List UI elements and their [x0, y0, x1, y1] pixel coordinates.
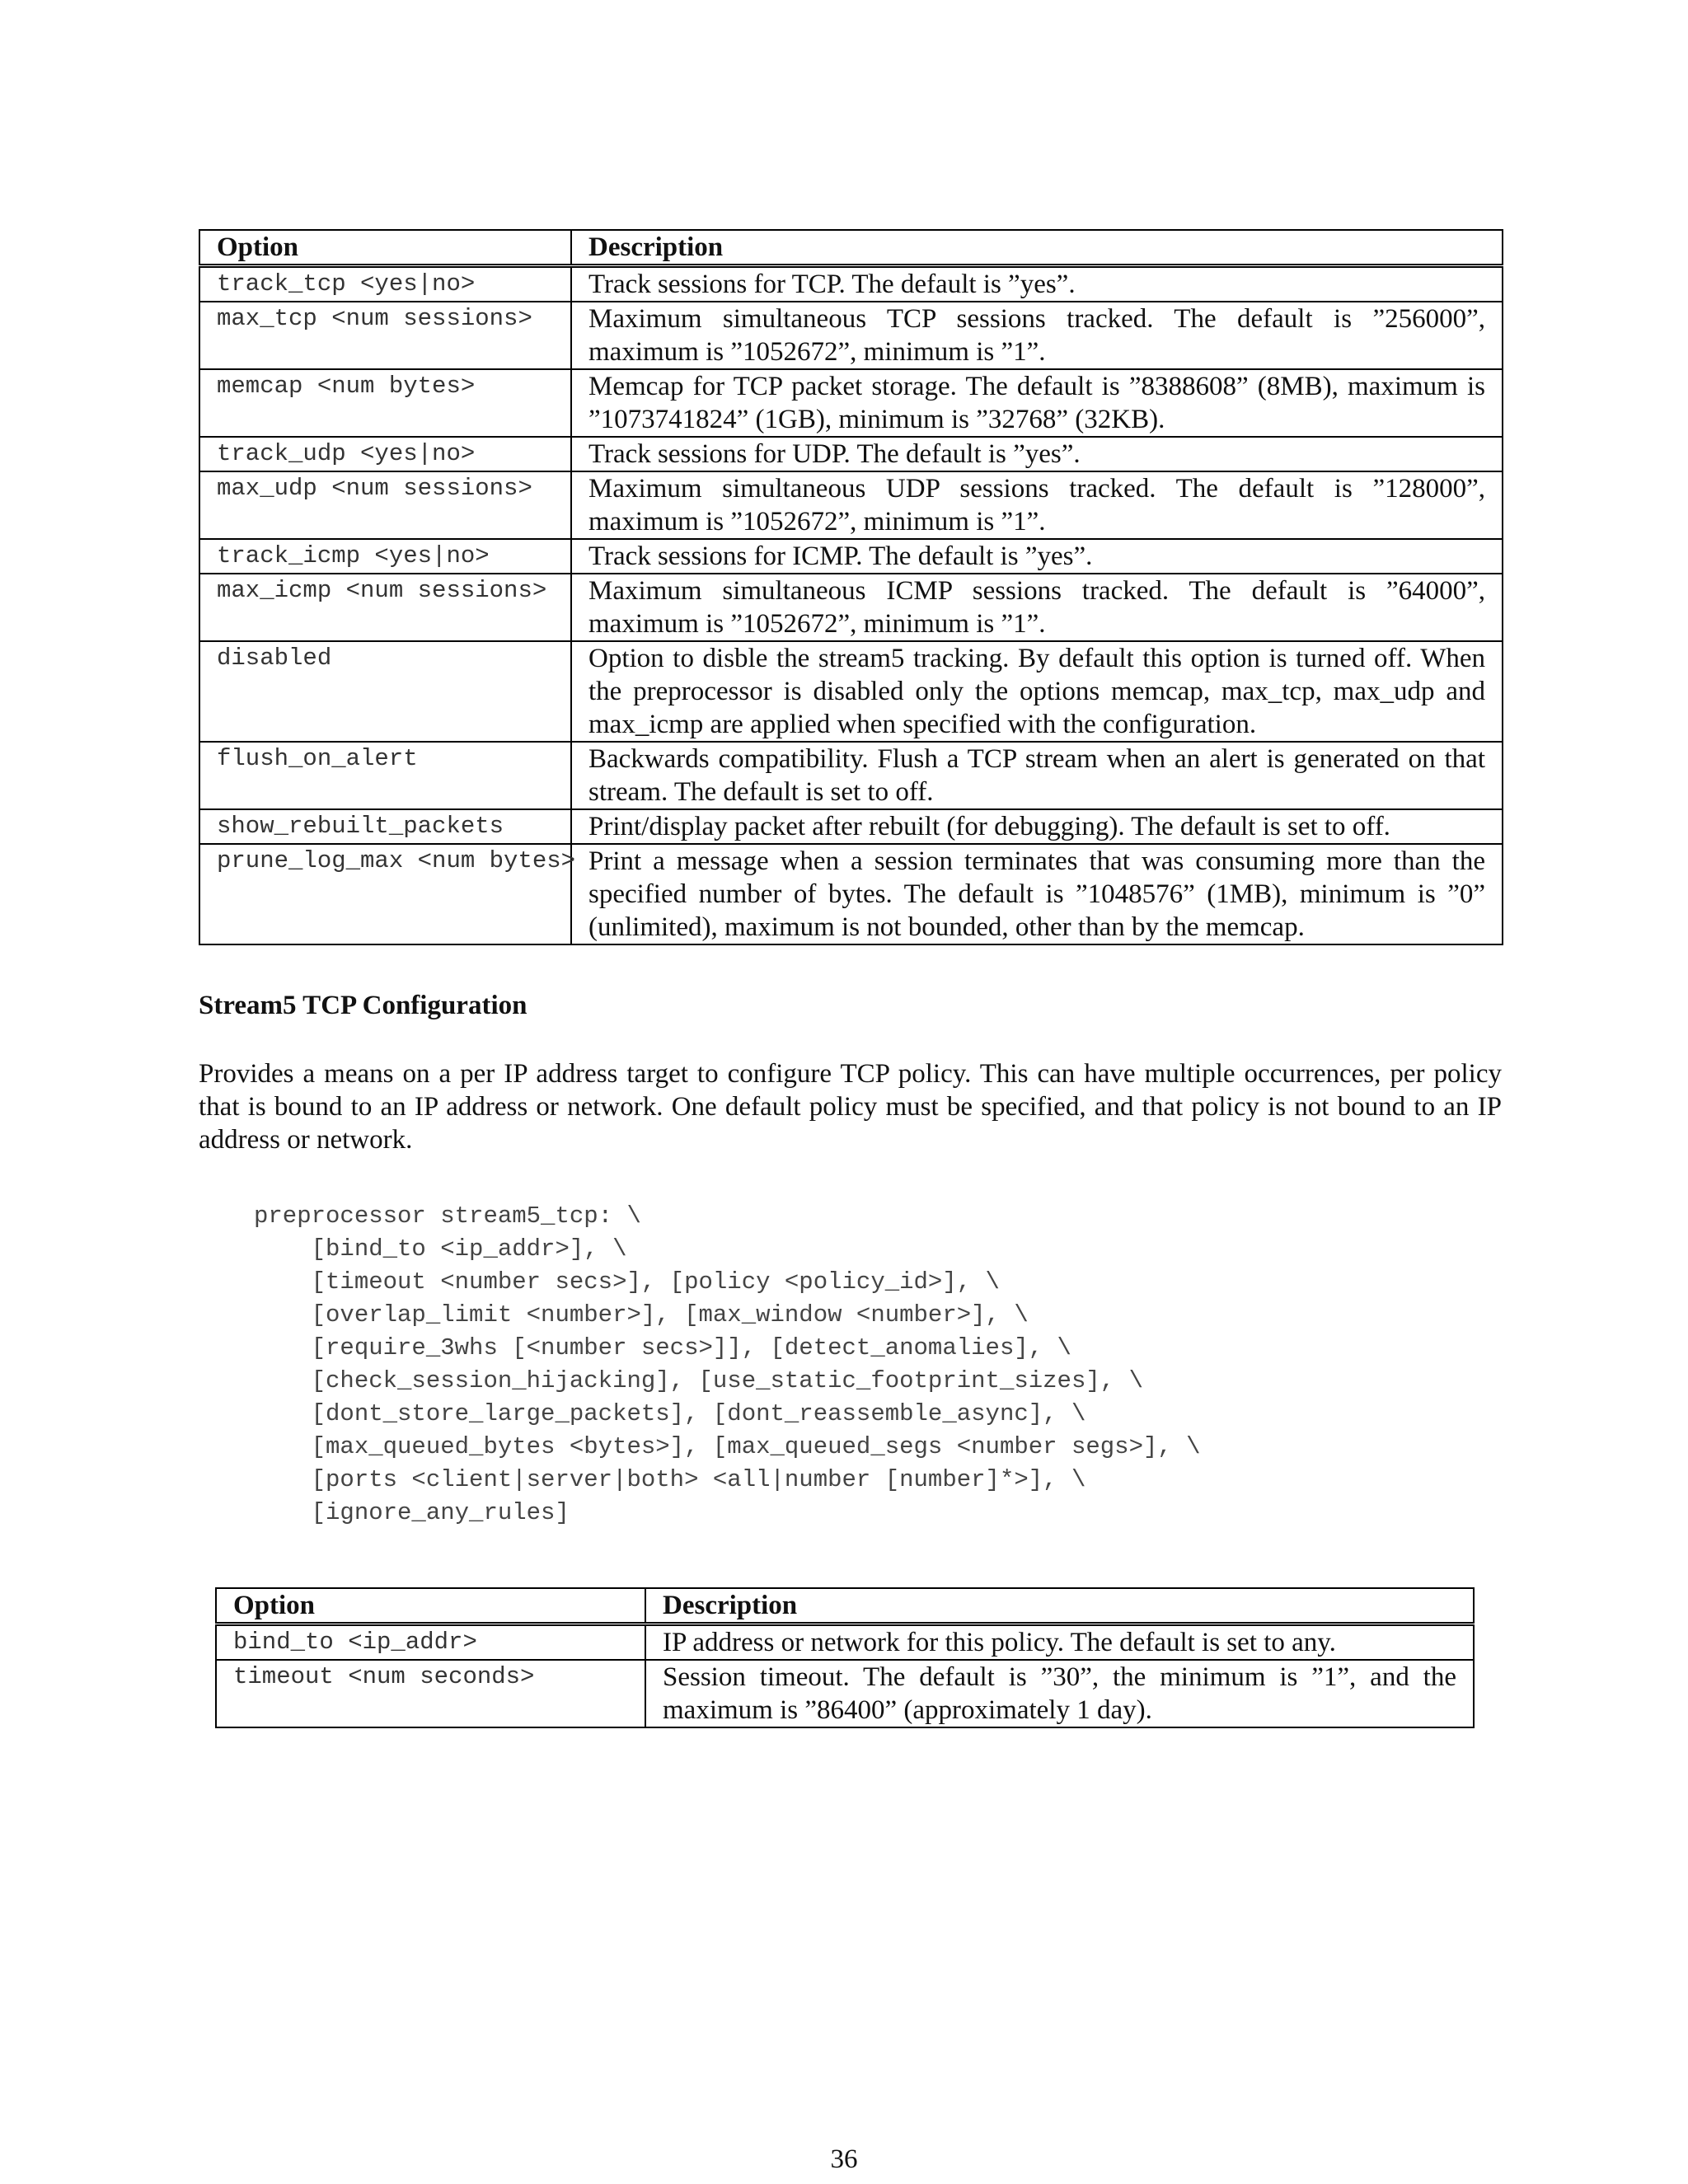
table-row [216, 1660, 1474, 1727]
option-name: max_udp <num sessions> [199, 471, 571, 539]
option-description: Memcap for TCP packet storage. The default is ”8388608” (8MB), maximum is ”1073741824” (1GB), minimum is ”32768” (32KB). [571, 369, 1503, 437]
option-description: Maximum simultaneous TCP sessions tracked. The default is ”256000”, maximum is ”1052672”, minimum is ”1”. [571, 302, 1503, 369]
stream5-global-options-table [199, 229, 1503, 945]
table-row [199, 844, 1503, 944]
code-block: preprocessor stream5_tcp: \ [bind_to <ip_addr>], \ [timeout <number secs>], [policy <policy_id>], \ [overlap_limit <number>], [max_window <number>], \ [require_3whs [<number secs>]], [detect_anomalies], \ [check_session_hijacking], [use_static_footprint_sizes], \ [dont_store_large_packets], [dont_reassemble_async], \ [max_queued_bytes <bytes>], [max_queued_segs <number segs>], \ [ports <client|server|both> <all|number [number]*>], \ [ignore_any_rules] [254, 1202, 1201, 1526]
option-description: IP address or network for this policy. The default is set to any. [645, 1624, 1474, 1661]
option-name: track_tcp <yes|no> [199, 266, 571, 302]
option-name: track_udp <yes|no> [199, 437, 571, 471]
option-name: bind_to <ip_addr> [216, 1624, 645, 1661]
option-description: Session timeout. The default is ”30”, the minimum is ”1”, and the maximum is ”86400” (approximately 1 day). [645, 1660, 1474, 1727]
option-name: flush_on_alert [199, 742, 571, 809]
section-heading: Stream5 TCP Configuration [199, 991, 528, 1020]
option-description: Maximum simultaneous ICMP sessions tracked. The default is ”64000”, maximum is ”1052672”, minimum is ”1”. [571, 574, 1503, 641]
option-description: Option to disble the stream5 tracking. By default this option is turned off. When the preprocessor is disabled only the options memcap, max_tcp, max_udp and max_icmp are applied when specified with the configuration. [571, 641, 1503, 742]
option-name: disabled [199, 641, 571, 742]
column-header-option: Option [199, 230, 571, 266]
table-row [199, 742, 1503, 809]
option-description: Backwards compatibility. Flush a TCP stream when an alert is generated on that stream. The default is set to off. [571, 742, 1503, 809]
table-row [199, 809, 1503, 844]
option-name: show_rebuilt_packets [199, 809, 571, 844]
option-description: Track sessions for UDP. The default is ”yes”. [571, 437, 1503, 471]
table-row [199, 266, 1503, 302]
table-header-row [216, 1588, 1474, 1624]
table-row [199, 641, 1503, 742]
table-row [199, 471, 1503, 539]
column-header-description: Description [645, 1588, 1474, 1624]
table-row [199, 302, 1503, 369]
option-name: memcap <num bytes> [199, 369, 571, 437]
table-row [199, 574, 1503, 641]
option-description: Print/display packet after rebuilt (for debugging). The default is set to off. [571, 809, 1503, 844]
option-name: timeout <num seconds> [216, 1660, 645, 1727]
column-header-description: Description [571, 230, 1503, 266]
option-name: prune_log_max <num bytes> [199, 844, 571, 944]
page-number: 36 [830, 2144, 858, 2174]
option-description: Track sessions for ICMP. The default is ”yes”. [571, 539, 1503, 574]
table-header-row [199, 230, 1503, 266]
option-description: Print a message when a session terminates that was consuming more than the specified number of bytes. The default is ”1048576” (1MB), minimum is ”0” (unlimited), maximum is not bounded, other than by the memcap. [571, 844, 1503, 944]
table-row [199, 539, 1503, 574]
table-row [199, 437, 1503, 471]
column-header-option: Option [216, 1588, 645, 1624]
table-row [199, 369, 1503, 437]
option-description: Track sessions for TCP. The default is ”yes”. [571, 266, 1503, 302]
option-description: Maximum simultaneous UDP sessions tracked. The default is ”128000”, maximum is ”1052672”, minimum is ”1”. [571, 471, 1503, 539]
stream5-tcp-options-table [215, 1587, 1475, 1728]
option-name: max_tcp <num sessions> [199, 302, 571, 369]
section-paragraph: Provides a means on a per IP address target to configure TCP policy. This can have multiple occurrences, per policy that is bound to an IP address or network. One default policy must be specified, and that policy is not bound to an IP address or network. [199, 1059, 1502, 1155]
table-row [216, 1624, 1474, 1661]
option-name: max_icmp <num sessions> [199, 574, 571, 641]
option-name: track_icmp <yes|no> [199, 539, 571, 574]
